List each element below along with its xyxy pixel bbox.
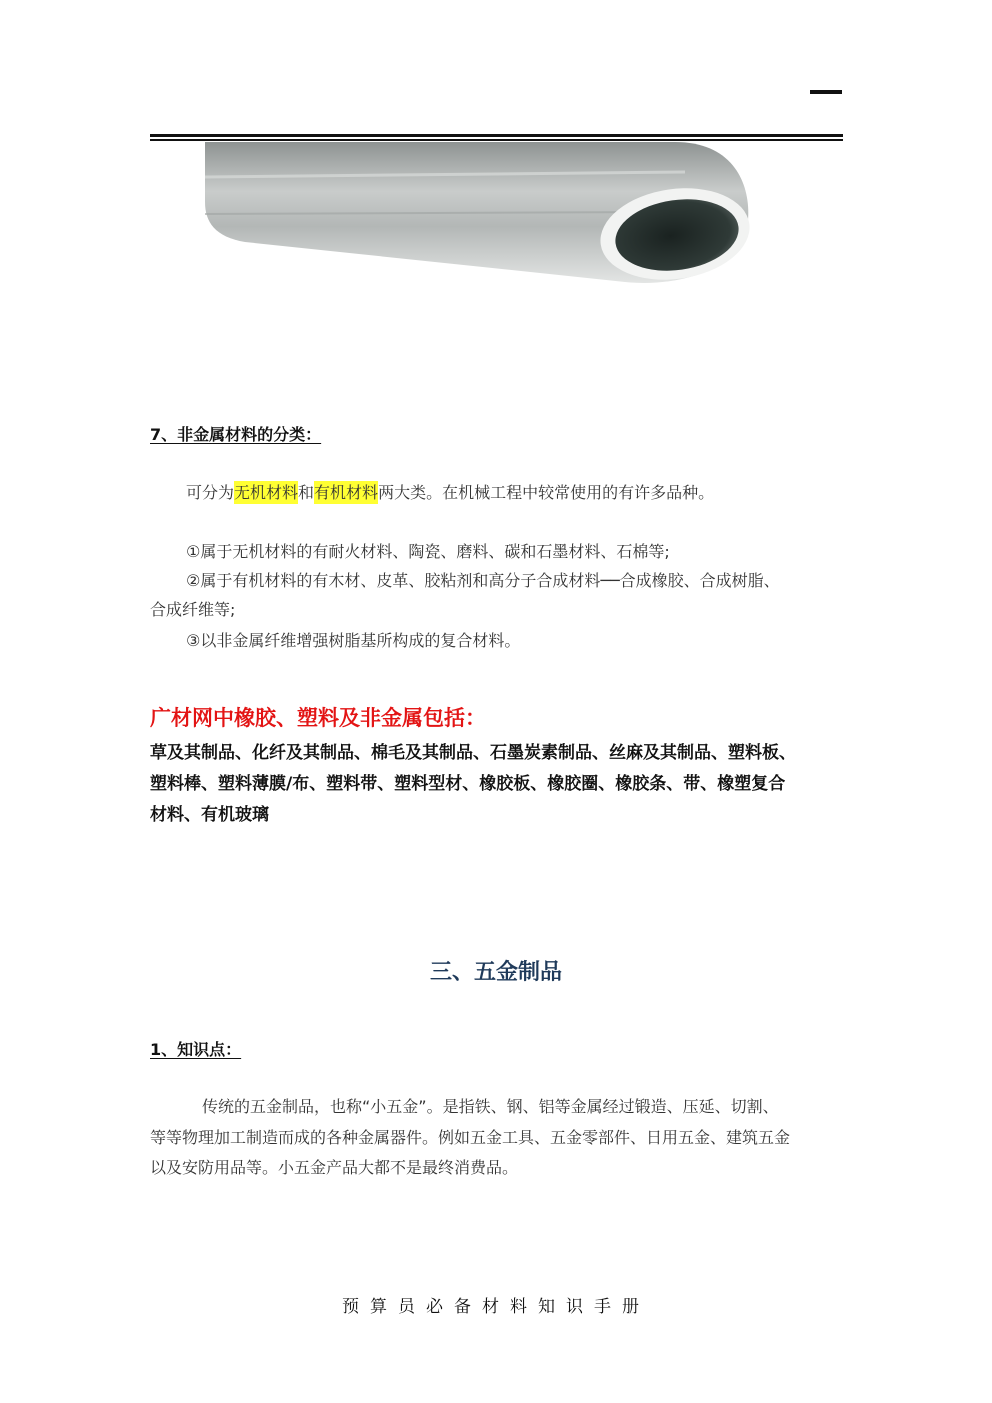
- section-7-intro: [186, 478, 714, 507]
- page-footer: 预算员必备材料知识手册: [342, 1297, 650, 1317]
- section-1-heading: 1、知识点：: [150, 1040, 242, 1059]
- hardware-para-line: 以及安防用品等。小五金产品大都不是最终消费品。: [150, 1158, 519, 1177]
- promo-line: 材料、有机玻璃: [150, 805, 269, 825]
- highlight-organic: 有机材料: [314, 483, 379, 502]
- highlight-inorganic: 无机材料: [234, 483, 299, 502]
- header-rule: [150, 134, 843, 141]
- promo-line: 草及其制品、化纤及其制品、棉毛及其制品、石墨炭素制品、丝麻及其制品、塑料板、: [150, 743, 796, 763]
- list-item-organic: ②属于有机材料的有木材、皮革、胶粘剂和高分子合成材料──合成橡胶、合成树脂、: [186, 571, 780, 590]
- intro-text-mid: 和: [298, 483, 315, 502]
- hardware-para-line: 等等物理加工制造而成的各种金属器件。例如五金工具、五金零部件、日用五金、建筑五金: [150, 1128, 791, 1147]
- chapter-title: 三、五金制品: [429, 960, 562, 985]
- list-item-composite: ③以非金属纤维增强树脂基所构成的复合材料。: [186, 631, 521, 650]
- promo-line: 塑料棒、塑料薄膜/布、塑料带、塑料型材、橡胶板、橡胶圈、橡胶条、带、橡塑复合: [150, 774, 786, 794]
- hardware-para-line: 传统的五金制品，也称“小五金”。是指铁、钢、铝等金属经过锻造、压延、切割、: [202, 1097, 779, 1116]
- intro-text-post: 两大类。在机械工程中较常使用的有许多品种。: [378, 483, 715, 502]
- promo-body: [150, 738, 850, 831]
- header-mark: [810, 90, 842, 94]
- list-item-organic-cont: 合成纤维等;: [150, 600, 236, 619]
- list-item-inorganic: ①属于无机材料的有耐火材料、陶瓷、磨料、碳和石墨材料、石棉等;: [186, 542, 670, 561]
- section-7-heading: 7、非金属材料的分类：: [150, 425, 322, 444]
- promo-heading: 广材网中橡胶、塑料及非金属包括：: [150, 706, 486, 730]
- pipe-image: [205, 142, 795, 292]
- intro-text-pre: 可分为: [186, 483, 235, 502]
